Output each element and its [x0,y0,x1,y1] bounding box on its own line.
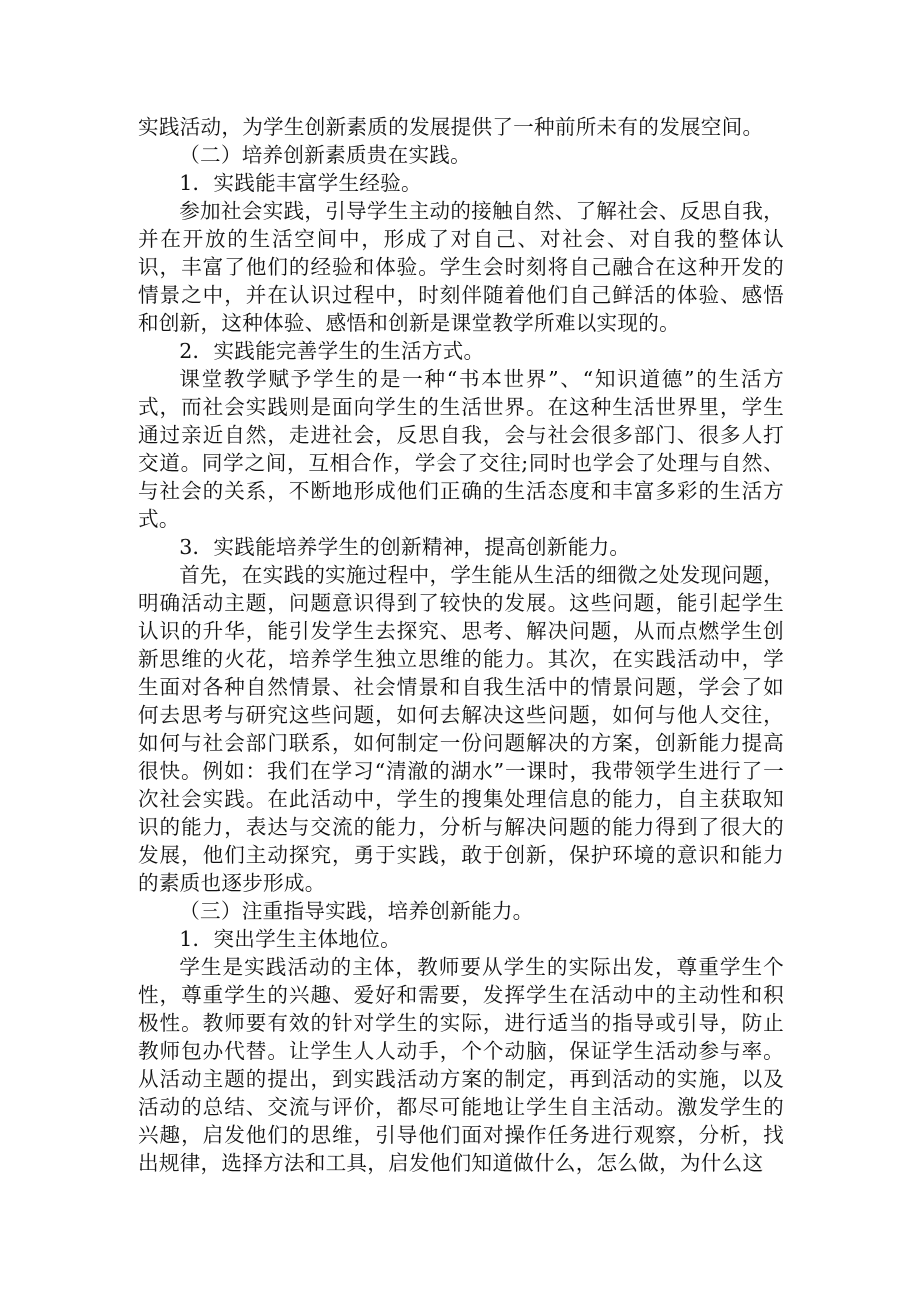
subheading-2-2: 2．实践能完善学生的生活方式。 [179,339,485,363]
paragraph-2-1: 参加社会实践，引导学生主动的接触自然、了解社会、反思自我，并在开放的生活空间中，形成了对自己、对社会、对自我的整体认识，丰富了他们的经验和体验。学生会时刻将自己融合在这种开发的情景之中，并在认识过程中，时刻伴随着他们自己鲜活的体验、感悟和创新，这种体验、感悟和创新是课堂教学所难以实现的。 [138,199,784,335]
subheading-2-3: 3．实践能培养学生的创新精神，提高创新能力。 [179,535,631,559]
subheading-3-1: 1．突出学生主体地位。 [179,927,401,951]
document-body [138,113,784,1177]
subheading-2-1: 1．实践能丰富学生经验。 [179,171,422,195]
paragraph-continuation: 实践活动，为学生创新素质的发展提供了一种前所未有的发展空间。 [138,115,764,139]
section-heading-3: （三）注重指导实践，培养创新能力。 [179,899,534,923]
section-heading-2: （二）培养创新素质贵在实践。 [179,143,471,167]
paragraph-3-1: 学生是实践活动的主体，教师要从学生的实际出发，尊重学生个性，尊重学生的兴趣、爱好和需要，发挥学生在活动中的主动性和积极性。教师要有效的针对学生的实际，进行适当的指导或引导，防止教师包办代替。让学生人人动手，个个动脑，保证学生活动参与率。从活动主题的提出，到实践活动方案的制定，再到活动的实施，以及活动的总结、交流与评价，都尽可能地让学生自主活动。激发学生的兴趣，启发他们的思维，引导他们面对操作任务进行观察，分析，找出规律，选择方法和工具，启发他们知道做什么，怎么做，为什么这 [138,955,784,1175]
paragraph-2-3: 首先，在实践的实施过程中，学生能从生活的细微之处发现问题，明确活动主题，问题意识得到了较快的发展。这些问题，能引起学生认识的升华，能引发学生去探究、思考、解决问题，从而点燃学生创新思维的火花，培养学生独立思维的能力。其次，在实践活动中，学生面对各种自然情景、社会情景和自我生活中的情景问题，学会了如何去思考与研究这些问题，如何去解决这些问题，如何与他人交往，如何与社会部门联系，如何制定一份问题解决的方案，创新能力提高很快。例如：我们在学习“清澈的湖水”一课时，我带领学生进行了一次社会实践。在此活动中，学生的搜集处理信息的能力，自主获取知识的能力，表达与交流的能力，分析与解决问题的能力得到了很大的发展，他们主动探究，勇于实践，敢于创新，保护环境的意识和能力的素质也逐步形成。 [138,563,784,895]
paragraph-2-2: 课堂教学赋予学生的是一种“书本世界”、“知识道德”的生活方式，而社会实践则是面向学生的生活世界。在这种生活世界里，学生通过亲近自然，走进社会，反思自我，会与社会很多部门、很多人打交道。同学之间，互相合作，学会了交往;同时也学会了处理与自然、与社会的关系，不断地形成他们正确的生活态度和丰富多彩的生活方式。 [138,367,784,531]
